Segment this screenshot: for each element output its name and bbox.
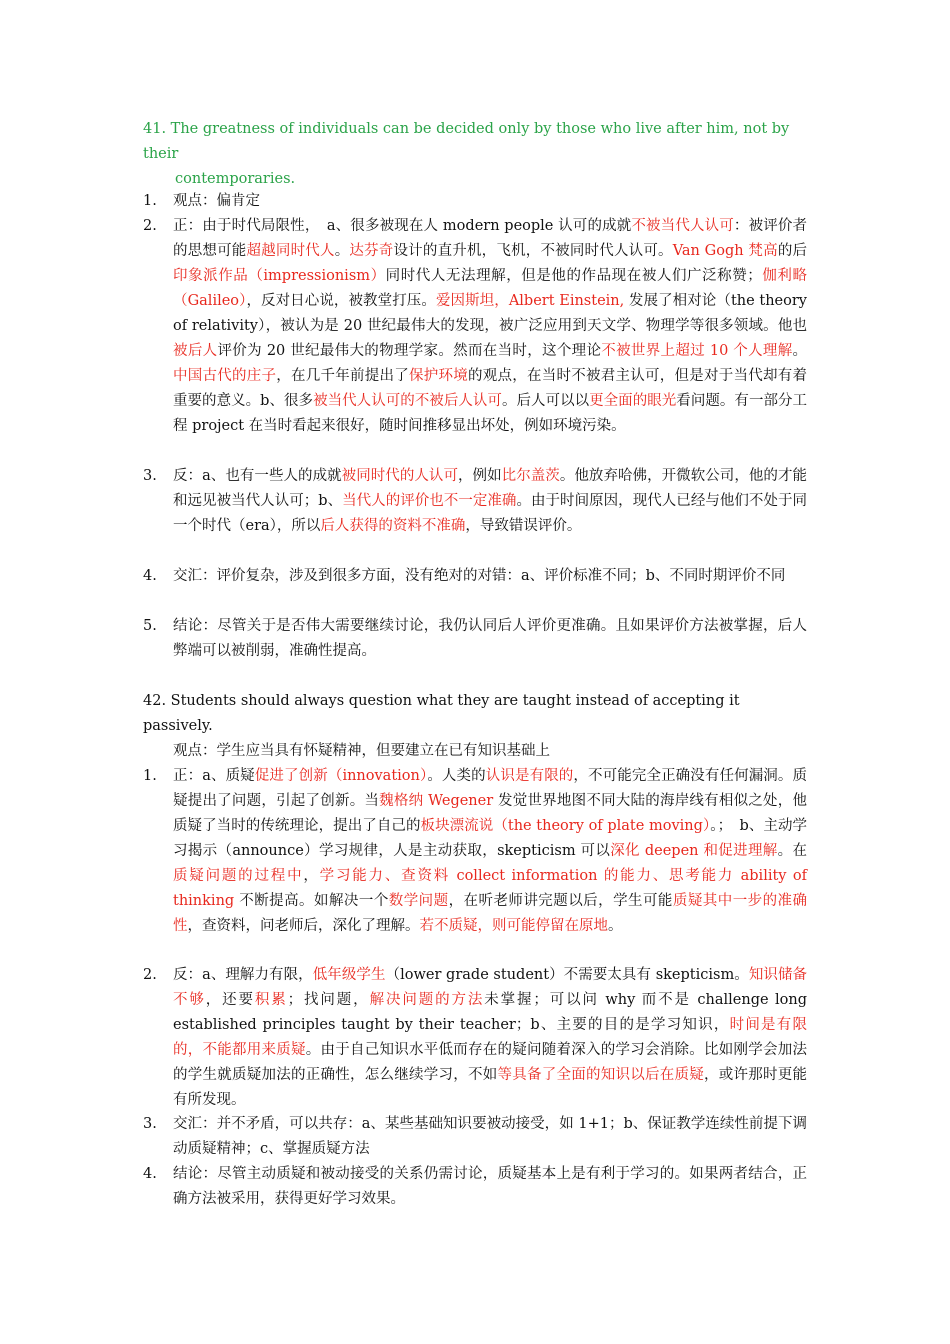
body-text: 交汇：评价复杂，涉及到很多方面，没有绝对的对错：a、评价标准不同；b、不同时期评价不同: [173, 568, 786, 584]
body-text: 反：a、也有一些人的成就: [173, 468, 342, 484]
item-number: 2.: [143, 967, 157, 983]
body-text: ，例如: [458, 468, 502, 484]
body-text: 。他放弃哈佛，开微软公司，他的才能和远见被当代人认可；b、: [173, 468, 808, 509]
item-body: [173, 189, 807, 214]
body-text: （lower grade student）不需要太具有 skepticism。: [385, 967, 749, 983]
highlight-text: 保护环境: [409, 368, 468, 384]
item-body: [173, 1162, 807, 1212]
topic-41-title: [143, 117, 807, 192]
body-text: 的观点，在当时不被君主认可，但是对于当代却有着重要的意义。b、很多: [173, 368, 807, 409]
highlight-text: 达芬奇: [349, 243, 394, 259]
body-text: 。: [608, 918, 623, 934]
highlight-text: 伽利略（Galileo）: [173, 268, 808, 309]
highlight-text: 被当代人认可的不被后人认可: [313, 393, 502, 409]
item-body: [173, 764, 807, 939]
body-text: 结论：尽管关于是否伟大需要继续讨论，我仍认同后人评价更准确。且如果评价方法被掌握，后人弊端可以被削弱，准确性提高。: [173, 618, 807, 659]
highlight-text: Van Gogh 梵高: [672, 243, 778, 259]
highlight-text: 中国古代的庄子: [173, 368, 277, 384]
highlight-text: 促进了创新（innovation）: [254, 768, 428, 784]
body-text: 未掌握；可以问 why 而不是 challenge long established principles taught by their teacher；b、主要的目的是学习知识，: [173, 992, 808, 1033]
topic-42-title: 42. Students should always question what they are taught instead of accepting it passively.: [143, 693, 740, 734]
body-text: 。后人可以以: [501, 393, 590, 409]
highlight-text: 超越同时代人: [246, 243, 335, 259]
highlight-text: 魏格纳 Wegener: [379, 793, 494, 809]
highlight-text: 等具备了全面的知识以后在质疑: [497, 1067, 704, 1083]
body-text: 正：由于时代局限性， a、很多被现在人 modern people 认可的成就: [173, 218, 632, 234]
body-text: ，在听老师讲完题以后，学生可能: [448, 893, 673, 909]
highlight-text: 积累: [254, 992, 288, 1008]
q42-item-1: [143, 764, 807, 939]
q41-item-1: [143, 189, 807, 214]
body-text: ；找问题，: [287, 992, 370, 1008]
highlight-text: 数学问题: [388, 893, 449, 909]
highlight-text: 深化 deepen 和促进理解: [610, 843, 778, 859]
item-body: [173, 464, 807, 539]
item-number: 1.: [143, 768, 157, 784]
body-text: 反：a、理解力有限，: [173, 967, 313, 983]
highlight-text: 解决问题的方法: [369, 992, 485, 1008]
body-text: 。由于自己知识水平低而存在的疑问随着深入的学习会消除。比如刚学会加法的学生就质疑加法的正确性，怎么继续学习，不如: [173, 1042, 807, 1083]
body-text: 设计的直升机，飞机，不被同时代人认可。: [393, 243, 673, 259]
body-text: ，查资料，问老师后，深化了理解。: [187, 918, 420, 934]
body-text: 不断提高。如解决一个: [234, 893, 389, 909]
body-text: 的后: [777, 243, 808, 259]
body-text: ，反对日心说，被教堂打压。: [246, 293, 436, 309]
item-number: 1.: [143, 193, 157, 209]
body-text: ：被评价者的思想可能: [173, 218, 808, 259]
highlight-text: 质疑其中一步的准确性: [173, 893, 808, 934]
item-body: [173, 214, 807, 439]
item-number: 5.: [143, 618, 157, 634]
body-text: ，或许那时更能有所发现。: [173, 1067, 807, 1108]
body-text: 交汇：并不矛盾，可以共存：a、某些基础知识要被动接受，如 1+1；b、保证教学连续性前提下调动质疑精神；c、掌握质疑方法: [173, 1116, 807, 1157]
item-number: 2.: [143, 218, 157, 234]
q41-item-5: [143, 614, 807, 664]
highlight-text: 爱因斯坦，Albert Einstein,: [435, 293, 625, 309]
body-text: 发展了相对论（the theory of relativity），被认为是 20 世纪最伟大的发现，被广泛应用到天文学、物理学等很多领域。他也: [173, 293, 807, 334]
body-text: ，在几千年前提出了: [276, 368, 409, 384]
q41-item-4: [143, 564, 807, 589]
body-text: 。人类的: [427, 768, 486, 784]
body-text: 。由于时间原因，现代人已经与他们不处于同一个时代（era），所以: [173, 493, 808, 534]
body-text: ，不可能完全正确没有任何漏洞。质疑提出了问题，引起了创新。当: [173, 768, 808, 809]
highlight-text: 当代人的评价也不一定准确: [342, 493, 517, 509]
highlight-text: 不被当代人认可: [631, 218, 734, 234]
body-text: ，导致错误评价。: [465, 518, 582, 534]
q42-item-4: [143, 1162, 807, 1212]
q41-item-2: [143, 214, 807, 439]
body-text: 评价为 20 世纪最伟大的物理学家。然而在当时，这个理论: [217, 343, 602, 359]
body-text: 看问题。有一部分工程 project 在当时看起来很好，随时间推移显出坏处，例如环境污染。: [173, 393, 808, 434]
body-text: 。在: [777, 843, 807, 859]
highlight-text: 被后人: [173, 343, 218, 359]
highlight-text: 板块漂流说（the theory of plate moving）: [420, 818, 711, 834]
item-body: [173, 963, 807, 1113]
item-number: 3.: [143, 1116, 157, 1132]
body-text: 。: [334, 243, 350, 259]
highlight-text: 更全面的眼光: [589, 393, 677, 409]
highlight-text: 低年级学生: [312, 967, 386, 983]
highlight-text: 不被世界上超过 10 个人理解: [601, 343, 793, 359]
item-body: [173, 564, 807, 589]
highlight-text: 质疑问题的过程中: [173, 868, 304, 884]
body-text: 同时代人无法理解，但是他的作品现在被人们广泛称赞；: [385, 268, 762, 284]
item-number: 4.: [143, 1166, 157, 1182]
highlight-text: 学习能力、查资料 collect information 的能力、思考能力 ability of thinking: [173, 868, 807, 909]
body-text: 。； b、主动学习揭示（announce）学习规律，人是主动获取，skepticism 可以: [173, 818, 808, 859]
highlight-text: 后人获得的资料不准确: [320, 518, 466, 534]
body-text: ，还要: [205, 992, 255, 1008]
item-body: [173, 1112, 807, 1162]
body-text: 。: [792, 343, 808, 359]
topic-42-viewpoint: 观点：学生应当具有怀疑精神，但要建立在已有知识基础上: [173, 743, 550, 759]
q41-item-3: [143, 464, 807, 539]
body-text: 观点：偏肯定: [173, 193, 260, 209]
item-number: 4.: [143, 568, 157, 584]
topic-41-title-line1: 41. The greatness of individuals can be decided only by those who live after him, not by their: [143, 121, 790, 162]
q42-item-3: [143, 1112, 807, 1162]
body-text: 结论：尽管主动质疑和被动接受的关系仍需讨论，质疑基本上是有利于学习的。如果两者结合，正确方法被采用，获得更好学习效果。: [173, 1166, 807, 1207]
highlight-text: 比尔盖茨: [501, 468, 560, 484]
highlight-text: 知识储备不够: [173, 967, 808, 1008]
highlight-text: 若不质疑，则可能停留在原地: [419, 918, 608, 934]
item-number: 3.: [143, 468, 157, 484]
highlight-text: 时间是有限的，不能都用来质疑: [173, 1017, 808, 1058]
highlight-text: 被同时代的人认可: [341, 468, 459, 484]
highlight-text: 印象派作品（impressionism）: [173, 268, 386, 284]
q42-item-2: [143, 963, 807, 1113]
body-text: ，: [303, 868, 320, 884]
item-body: [173, 614, 807, 664]
topic-41-title-line2: contemporaries.: [175, 171, 296, 187]
body-text: 正：a、质疑: [173, 768, 255, 784]
highlight-text: 认识是有限的: [485, 768, 574, 784]
body-text: 发觉世界地图不同大陆的海岸线有相似之处，他质疑了当时的传统理论，提出了自己的: [173, 793, 807, 834]
